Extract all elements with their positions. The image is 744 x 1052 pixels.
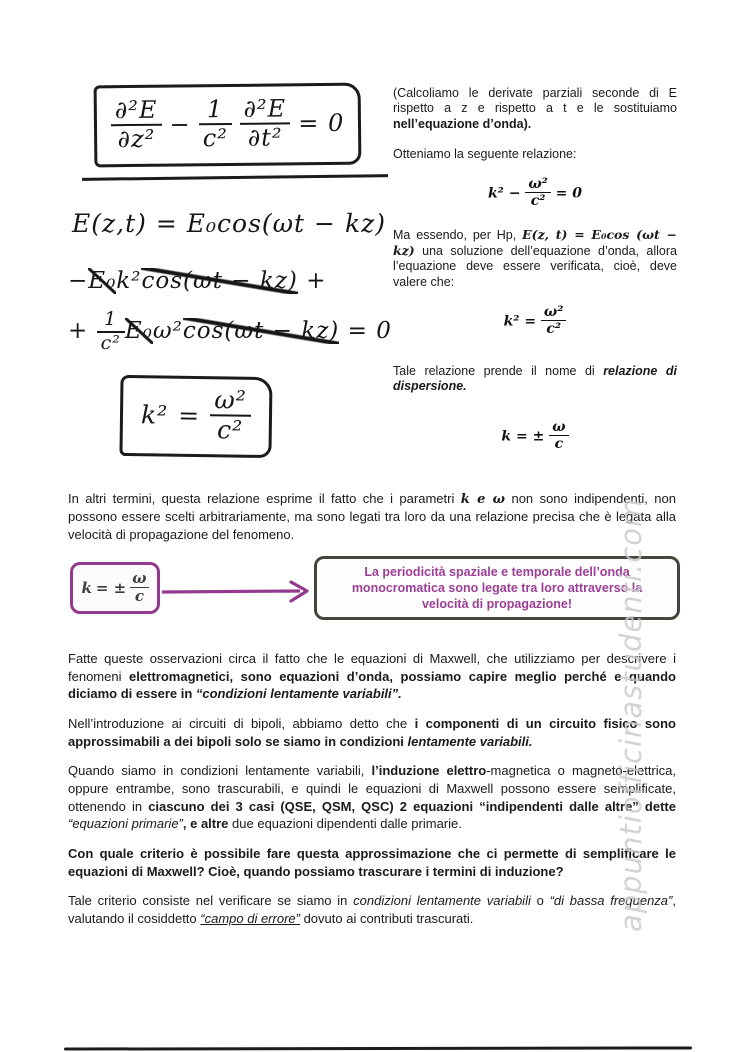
callout-formula-box: k = ± $\frac{\omega}{c}$ <box>70 562 160 614</box>
maxwell-observations-paragraph <box>68 650 676 703</box>
k2-equals-formula: k² = $\frac{\text{ω²}}{\text{c²}}$ <box>393 305 677 338</box>
text-span: , e altre <box>182 816 229 832</box>
text-span: -magnetica o magneto-elettrica, oppure entrambe, sono trascurabili, e quindi le equazioni di Maxwell possono essere semplificate, ottenendo in <box>68 763 676 814</box>
cancelled-cos-term: cos(ωt − kz) <box>182 318 340 345</box>
partial-z-fraction: $\frac{\text{∂²E}}{\text{∂z²}}$ <box>111 98 162 153</box>
text-span: Tale relazione prende il nome di <box>393 363 604 378</box>
bipoli-intro-paragraph <box>68 715 676 750</box>
omega2-over-c2-fraction: $\frac{\text{ω²}}{\text{c²}}$ <box>541 305 566 338</box>
callout-message-box: La periodicità spaziale e temporale dell’onda monocromatica sono legate tra loro attraverso la velocità di propagazione! <box>314 556 680 621</box>
relation-formula: k² − $\frac{\text{ω²}}{\text{c²}}$ = 0 <box>487 176 583 210</box>
one-over-c2-fraction: $\frac{1}{\text{c²}}$ <box>198 97 232 152</box>
site-watermark: appuntiofficinastudenti.com <box>614 497 648 932</box>
field-solution-equation: E(z,t) = E₀cos(ωt − kz) <box>72 209 387 239</box>
text-span: Con quale criterio è possibile fare questa approssimazione che ci permette di semplificare le equazioni di Maxwell? Cioè, quando possiamo trascurare i termini di induzione? <box>68 846 676 879</box>
text-span: lentamente variabili. <box>407 733 533 749</box>
text-span: Quando siamo in condizioni lentamente variabili, <box>68 763 372 779</box>
derivative-line-1: −E₀k²cos(ωt − kz) + <box>68 268 327 295</box>
dispersion-name-paragraph <box>393 364 677 395</box>
typeset-column <box>393 86 677 470</box>
handwritten-column <box>68 84 413 457</box>
k-plusminus-formula: k = ± $\frac{\omega}{c}$ <box>393 420 677 453</box>
text-span: dovuto ai contributi trascurati. <box>299 911 474 927</box>
text-span: i componenti di un circuito fisico sono approssimabili a dei bipoli solo se siamo in condizioni <box>68 716 676 749</box>
hypothesis-paragraph <box>393 227 677 290</box>
derivative-line-2: + $\frac{1}{\text{c²}}$ E₀ω²cos(ωt − kz) = 0 <box>68 308 392 355</box>
minus-sign: − <box>169 110 191 139</box>
omega2-over-c2-fraction: $\frac{\text{ω²}}{\text{c²}}$ <box>525 177 550 210</box>
text-span: condizioni lentamente variabili <box>353 893 531 909</box>
text-span: Ma essendo, per Hp, <box>393 227 523 242</box>
omega-over-c-fraction: $\frac{\omega}{c}$ <box>132 569 147 605</box>
criterion-question-paragraph <box>68 845 676 880</box>
text-span: E(z, t) = E₀cos (ωt − kz) <box>393 226 677 259</box>
text-span: (Calcoliamo le derivate parziali seconde di E rispetto a z e rispetto a t e le sostituiamo <box>393 86 677 116</box>
text-span: l’induzione elettro <box>371 763 487 779</box>
text-span: o <box>530 893 550 909</box>
cancelled-cos-term: cos(ωt − kz) <box>141 268 298 295</box>
intro-paragraph <box>68 490 676 543</box>
text-span: Fatte queste osservazioni circa il fatto che le equazioni di Maxwell, che utilizziamo per descrivere i fenomeni <box>68 651 676 684</box>
dispersion-callout <box>70 556 680 620</box>
body-paragraphs <box>68 650 676 940</box>
slowly-varying-paragraph <box>68 762 676 833</box>
text-span: nell’equazione d’onda). <box>393 116 532 131</box>
text-span: “condizioni lentamente variabili”. <box>195 686 402 702</box>
omega-over-c-fraction: $\frac{\omega}{c}$ <box>549 420 568 453</box>
right-arrow-icon <box>160 578 312 604</box>
text-span: Nell’introduzione ai circuiti di bipoli, abbiamo detto che <box>68 716 415 732</box>
one-over-c2-fraction: $\frac{1}{\text{c²}}$ <box>97 310 125 354</box>
text-span: ciascuno dei 3 casi (QSE, QSM, QSC) 2 equazioni “indipendenti dalle altre” dette <box>148 798 676 814</box>
derivation-note-paragraph <box>393 86 677 132</box>
text-span: In altri termini, questa relazione esprime il fatto che i parametri <box>68 491 461 506</box>
text-span: due equazioni dipendenti dalle primarie. <box>228 816 462 832</box>
text-span: “campo di errore” <box>200 911 300 927</box>
page-bottom-edge <box>64 1046 692 1050</box>
text-span: elettromagnetici, sono equazioni d’onda, possiamo capire meglio perché e quando diciamo di essere in <box>68 668 676 702</box>
text-span: “di bassa frequenza” <box>549 893 673 909</box>
cancelled-E0: E₀ <box>124 318 153 345</box>
criterion-answer-paragraph <box>68 892 676 927</box>
text-span: , valutando il cosiddetto <box>68 893 676 927</box>
text-span: relazione di dispersione. <box>393 363 677 393</box>
dispersion-relation-boxed: k² = $\frac{\text{ω²}}{\text{c²}}$ <box>119 375 272 458</box>
omega2-over-c2-fraction: $\frac{\text{ω²}}{\text{c²}}$ <box>210 387 251 444</box>
text-span: non sono indipendenti, non possono essere scelti arbitrariamente, ma sono legati tra loro da una relazione precisa che è legata alla velocità di propagazione del fenomeno. <box>68 491 676 542</box>
text-span: una soluzione dell’equazione d’onda, allora l’equazione deve essere verificata, cioè, deve valere che: <box>393 244 677 289</box>
relation-intro-paragraph: Otteniamo la seguente relazione: <box>393 146 577 161</box>
wave-equation-boxed <box>94 83 362 168</box>
text-span: “equazioni primarie” <box>68 816 183 832</box>
cancelled-E0: E₀ <box>88 268 117 295</box>
text-span: Tale criterio consiste nel verificare se siamo in <box>68 893 354 909</box>
partial-t-fraction: $\frac{\text{∂²E}}{\text{∂t²}}$ <box>239 96 290 151</box>
hand-underline <box>82 175 388 182</box>
text-span: k e ω <box>460 492 506 507</box>
equals-zero: = 0 <box>298 108 345 138</box>
